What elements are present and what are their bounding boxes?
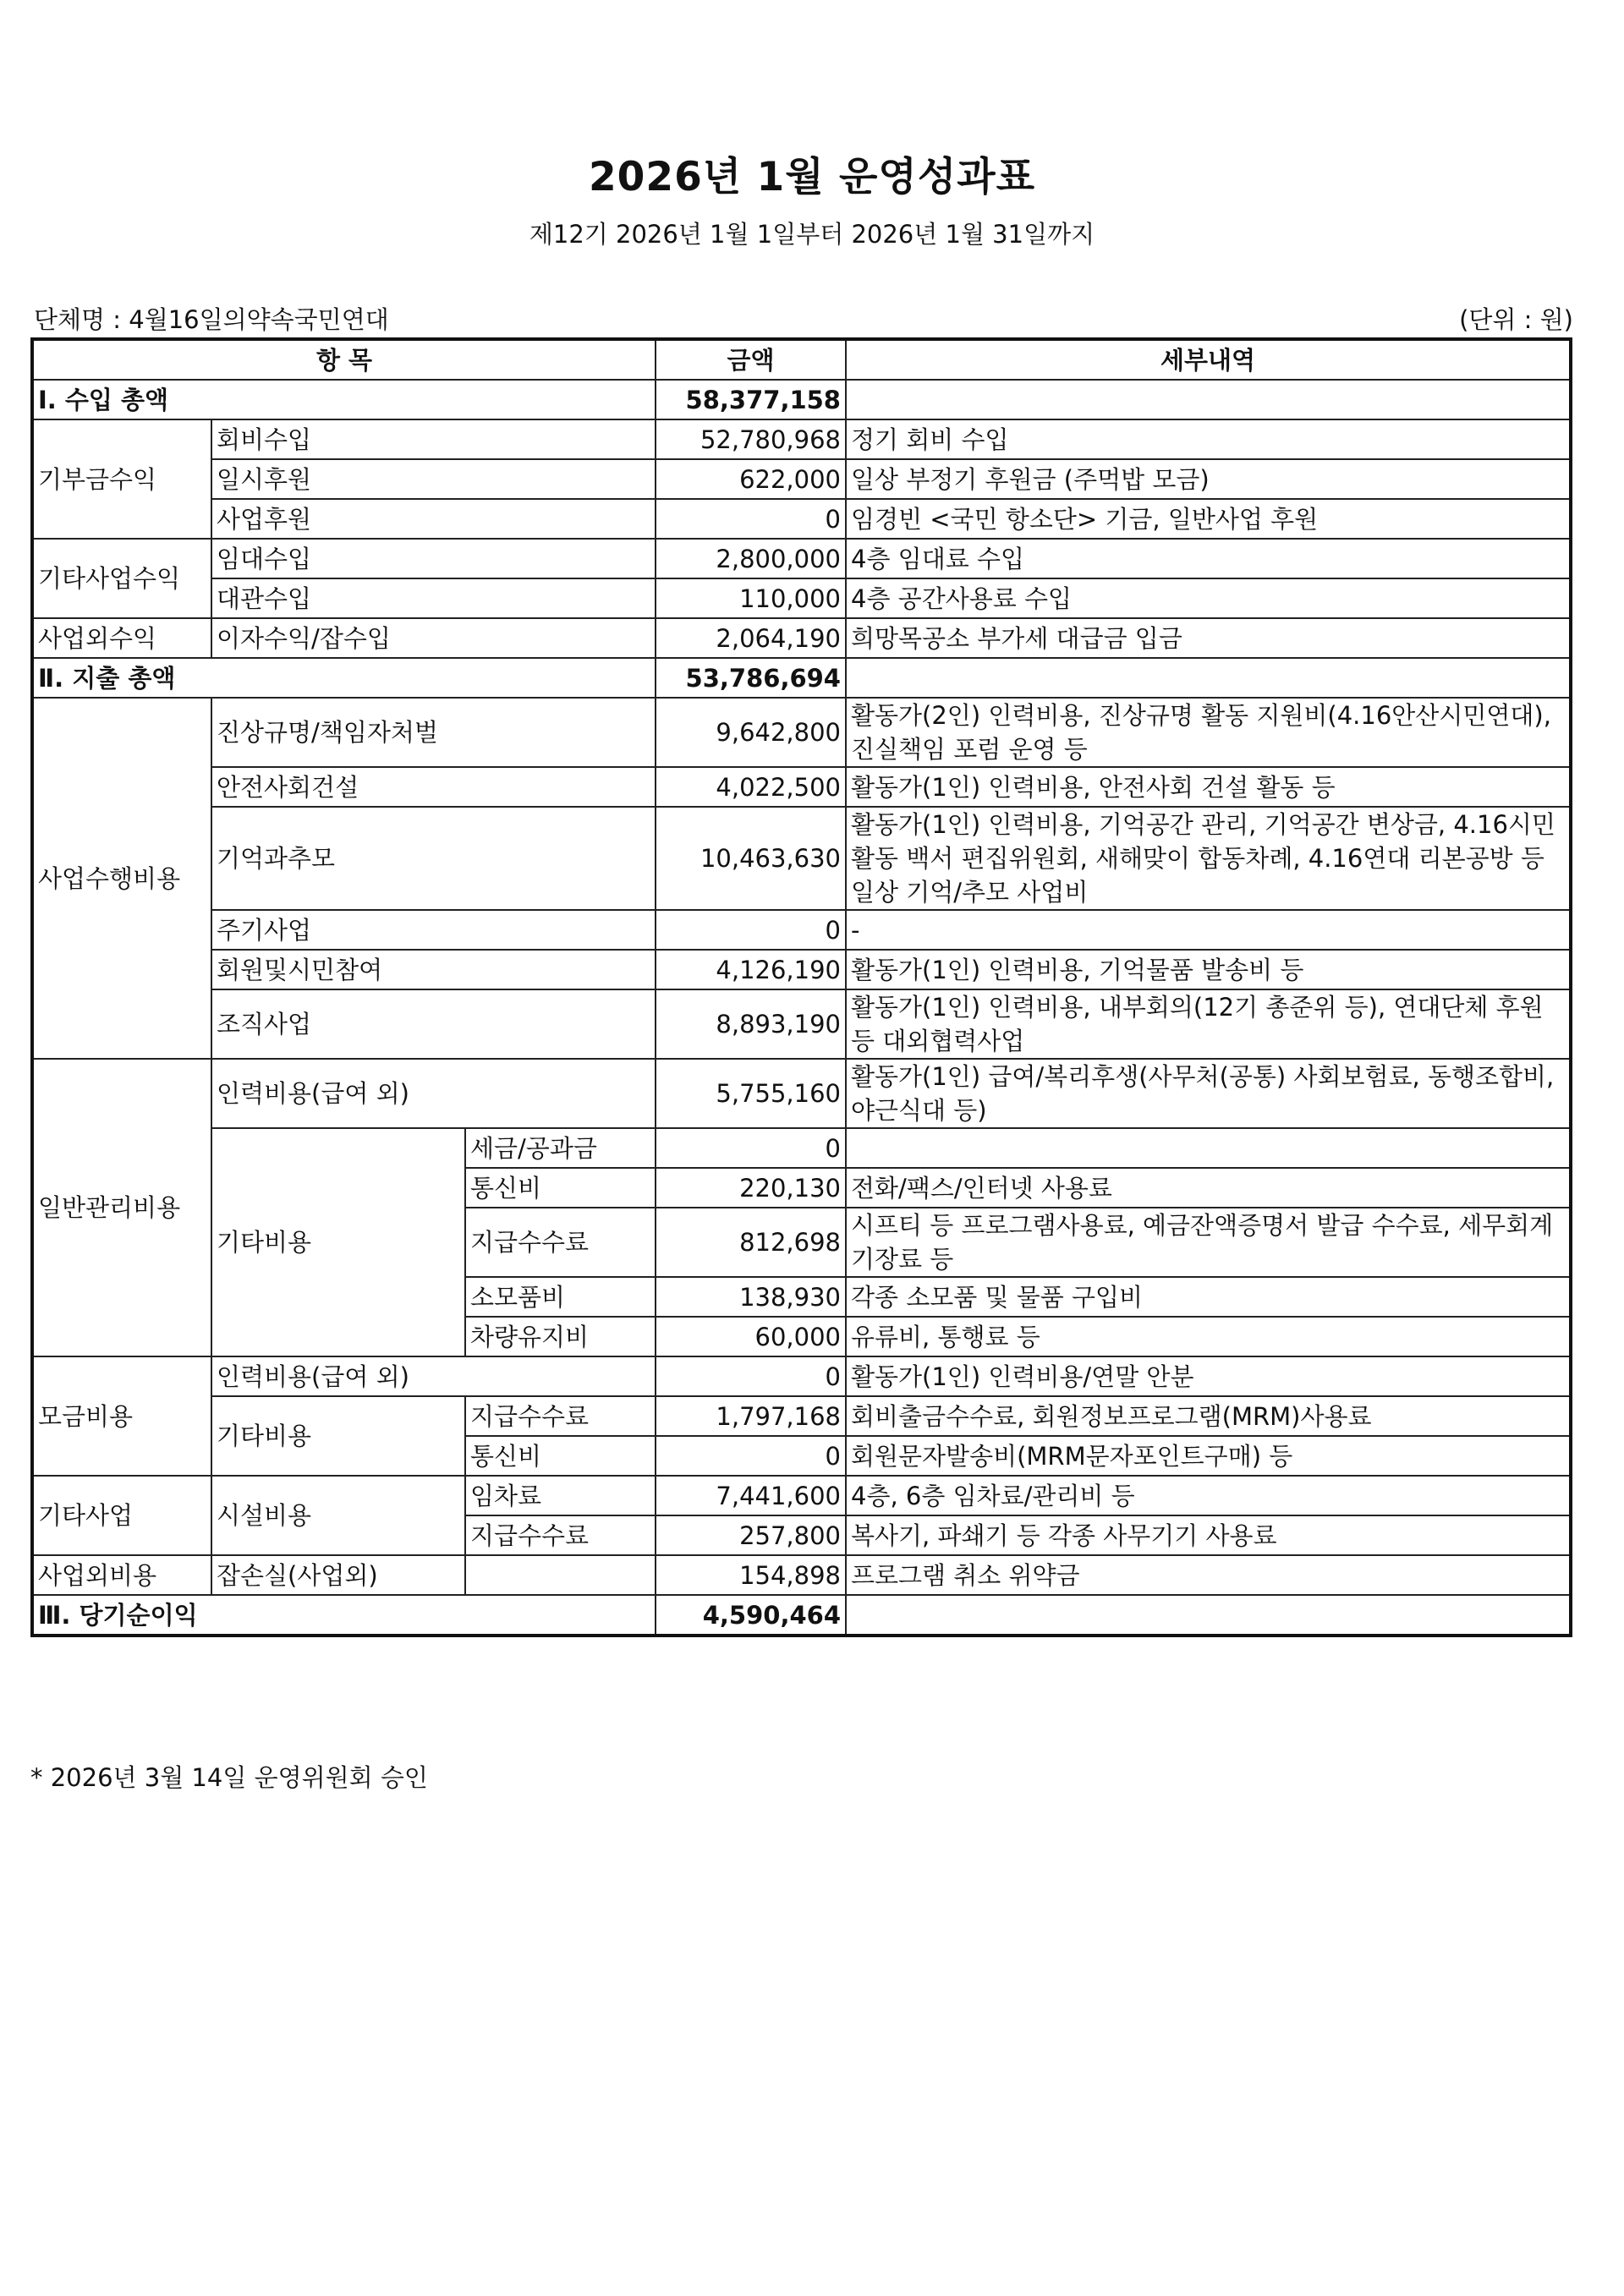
approval-footnote: * 2026년 3월 14일 운영위원회 승인 [30,1763,428,1792]
row-label: 사업후원 [211,499,656,539]
row-amount: 4,126,190 [656,950,846,989]
row-amount: 0 [656,910,846,950]
group-other-business-income: 기타사업수익 [32,539,211,618]
row-amount: 812,698 [656,1208,846,1277]
table-row [32,767,1571,807]
row-detail: 활동가(1인) 인력비용/연말 안분 [846,1356,1571,1396]
row-detail: 4층 임대료 수입 [846,539,1571,578]
table-row [32,539,1571,578]
row-detail: 임경빈 <국민 항소단> 기금, 일반사업 후원 [846,499,1571,539]
row-label: 인력비용(급여 외) [211,1059,656,1128]
row-label: 일시후원 [211,459,656,499]
row-empty-cell [465,1555,656,1595]
net-income-detail [846,1595,1571,1636]
header-detail: 세부내역 [846,339,1571,380]
group-donation: 기부금수익 [32,419,211,539]
table-row [32,950,1571,989]
income-total-label: Ⅰ. 수입 총액 [32,380,656,419]
row-label: 잡손실(사업외) [211,1555,465,1595]
row-detail: 유류비, 통행료 등 [846,1317,1571,1356]
net-income-row [32,1595,1571,1636]
row-label: 대관수입 [211,578,656,618]
row-detail: 전화/팩스/인터넷 사용료 [846,1168,1571,1208]
row-detail: - [846,910,1571,950]
table-row [32,910,1571,950]
row-amount: 0 [656,1128,846,1168]
row-label: 차량유지비 [465,1317,656,1356]
report-title: 2026년 1월 운영성과표 [588,154,1036,200]
subgroup-fundraising-other: 기타비용 [211,1396,465,1476]
net-income-amount: 4,590,464 [656,1595,846,1636]
income-total-amount: 58,377,158 [656,380,846,419]
row-detail: 활동가(1인) 급여/복리후생(사무처(공통) 사회보험료, 동행조합비, 야근식대 등) [846,1059,1571,1128]
expense-total-amount: 53,786,694 [656,658,846,698]
row-amount: 154,898 [656,1555,846,1595]
table-row [32,1476,1571,1515]
group-non-business-income: 사업외수익 [32,618,211,658]
expense-total-detail [846,658,1571,698]
report-period: 제12기 2026년 1월 1일부터 2026년 1월 31일까지 [529,220,1095,249]
row-amount: 0 [656,499,846,539]
row-detail: 활동가(1인) 인력비용, 기억물품 발송비 등 [846,950,1571,989]
row-label: 소모품비 [465,1277,656,1317]
row-amount: 5,755,160 [656,1059,846,1128]
row-label: 임차료 [465,1476,656,1515]
row-label: 통신비 [465,1436,656,1476]
row-label: 임대수입 [211,539,656,578]
row-label: 진상규명/책임자처벌 [211,698,656,767]
group-other-business: 기타사업 [32,1476,211,1555]
row-label: 지급수수료 [465,1396,656,1436]
table-row [32,459,1571,499]
row-amount: 622,000 [656,459,846,499]
row-label: 회비수입 [211,419,656,459]
row-amount: 2,800,000 [656,539,846,578]
row-amount: 9,642,800 [656,698,846,767]
table-row [32,989,1571,1059]
row-detail: 활동가(2인) 인력비용, 진상규명 활동 지원비(4.16안산시민연대), 진실책임 포럼 운영 등 [846,698,1571,767]
table-row [32,578,1571,618]
row-label: 이자수익/잡수입 [211,618,656,658]
row-label: 주기사업 [211,910,656,950]
row-detail: 정기 회비 수입 [846,419,1571,459]
header-item: 항 목 [32,339,656,380]
table-row [32,698,1571,767]
row-amount: 8,893,190 [656,989,846,1059]
row-detail: 활동가(1인) 인력비용, 내부회의(12기 총준위 등), 연대단체 후원 등 대외협력사업 [846,989,1571,1059]
subgroup-facility: 시설비용 [211,1476,465,1555]
row-label: 회원및시민참여 [211,950,656,989]
row-detail: 활동가(1인) 인력비용, 안전사회 건설 활동 등 [846,767,1571,807]
table-row [32,1396,1571,1436]
row-amount: 2,064,190 [656,618,846,658]
table-row [32,1059,1571,1128]
row-detail: 일상 부정기 후원금 (주먹밥 모금) [846,459,1571,499]
row-label: 기억과추모 [211,807,656,910]
net-income-label: Ⅲ. 당기순이익 [32,1595,656,1636]
row-label: 인력비용(급여 외) [211,1356,656,1396]
row-detail: 회비출금수수료, 회원정보프로그램(MRM)사용료 [846,1396,1571,1436]
row-label: 통신비 [465,1168,656,1208]
row-detail: 회원문자발송비(MRM문자포인트구매) 등 [846,1436,1571,1476]
row-amount: 0 [656,1356,846,1396]
group-fundraising: 모금비용 [32,1356,211,1476]
expense-total-label: Ⅱ. 지출 총액 [32,658,656,698]
income-total-detail [846,380,1571,419]
row-detail: 프로그램 취소 위약금 [846,1555,1571,1595]
row-detail: 활동가(1인) 인력비용, 기억공간 관리, 기억공간 변상금, 4.16시민 활동 백서 편집위원회, 새해맞이 합동차례, 4.16연대 리본공방 등 일상 기억/추모 사업비 [846,807,1571,910]
row-detail: 희망목공소 부가세 대급금 입금 [846,618,1571,658]
table-row [32,419,1571,459]
row-label: 조직사업 [211,989,656,1059]
table-header-row [32,339,1571,380]
row-label: 안전사회건설 [211,767,656,807]
table-row [32,499,1571,539]
row-amount: 257,800 [656,1515,846,1555]
row-amount: 138,930 [656,1277,846,1317]
table-row [32,1356,1571,1396]
row-amount: 10,463,630 [656,807,846,910]
row-detail: 4층 공간사용료 수입 [846,578,1571,618]
row-amount: 110,000 [656,578,846,618]
row-detail: 각종 소모품 및 물품 구입비 [846,1277,1571,1317]
row-amount: 220,130 [656,1168,846,1208]
row-label: 지급수수료 [465,1515,656,1555]
row-detail [846,1128,1571,1168]
row-label: 지급수수료 [465,1208,656,1277]
group-general-admin: 일반관리비용 [32,1059,211,1356]
group-project-expenses: 사업수행비용 [32,698,211,1059]
row-amount: 52,780,968 [656,419,846,459]
table-row [32,807,1571,910]
row-detail: 복사기, 파쇄기 등 각종 사무기기 사용료 [846,1515,1571,1555]
row-amount: 60,000 [656,1317,846,1356]
row-detail: 4층, 6층 임차료/관리비 등 [846,1476,1571,1515]
row-label: 세금/공과금 [465,1128,656,1168]
subgroup-general-other: 기타비용 [211,1128,465,1356]
organization-name: 단체명 : 4월16일의약속국민연대 [34,305,389,334]
row-amount: 4,022,500 [656,767,846,807]
row-detail: 시프티 등 프로그램사용료, 예금잔액증명서 발급 수수료, 세무회계기장료 등 [846,1208,1571,1277]
group-non-business-expense: 사업외비용 [32,1555,211,1595]
income-total-row [32,380,1571,419]
table-row [32,1128,1571,1168]
header-amount: 금액 [656,339,846,380]
operating-results-table [30,337,1572,1637]
table-row [32,1555,1571,1595]
table-row [32,618,1571,658]
currency-unit: (단위 : 원) [1459,305,1573,334]
row-amount: 0 [656,1436,846,1476]
expense-total-row [32,658,1571,698]
row-amount: 7,441,600 [656,1476,846,1515]
row-amount: 1,797,168 [656,1396,846,1436]
